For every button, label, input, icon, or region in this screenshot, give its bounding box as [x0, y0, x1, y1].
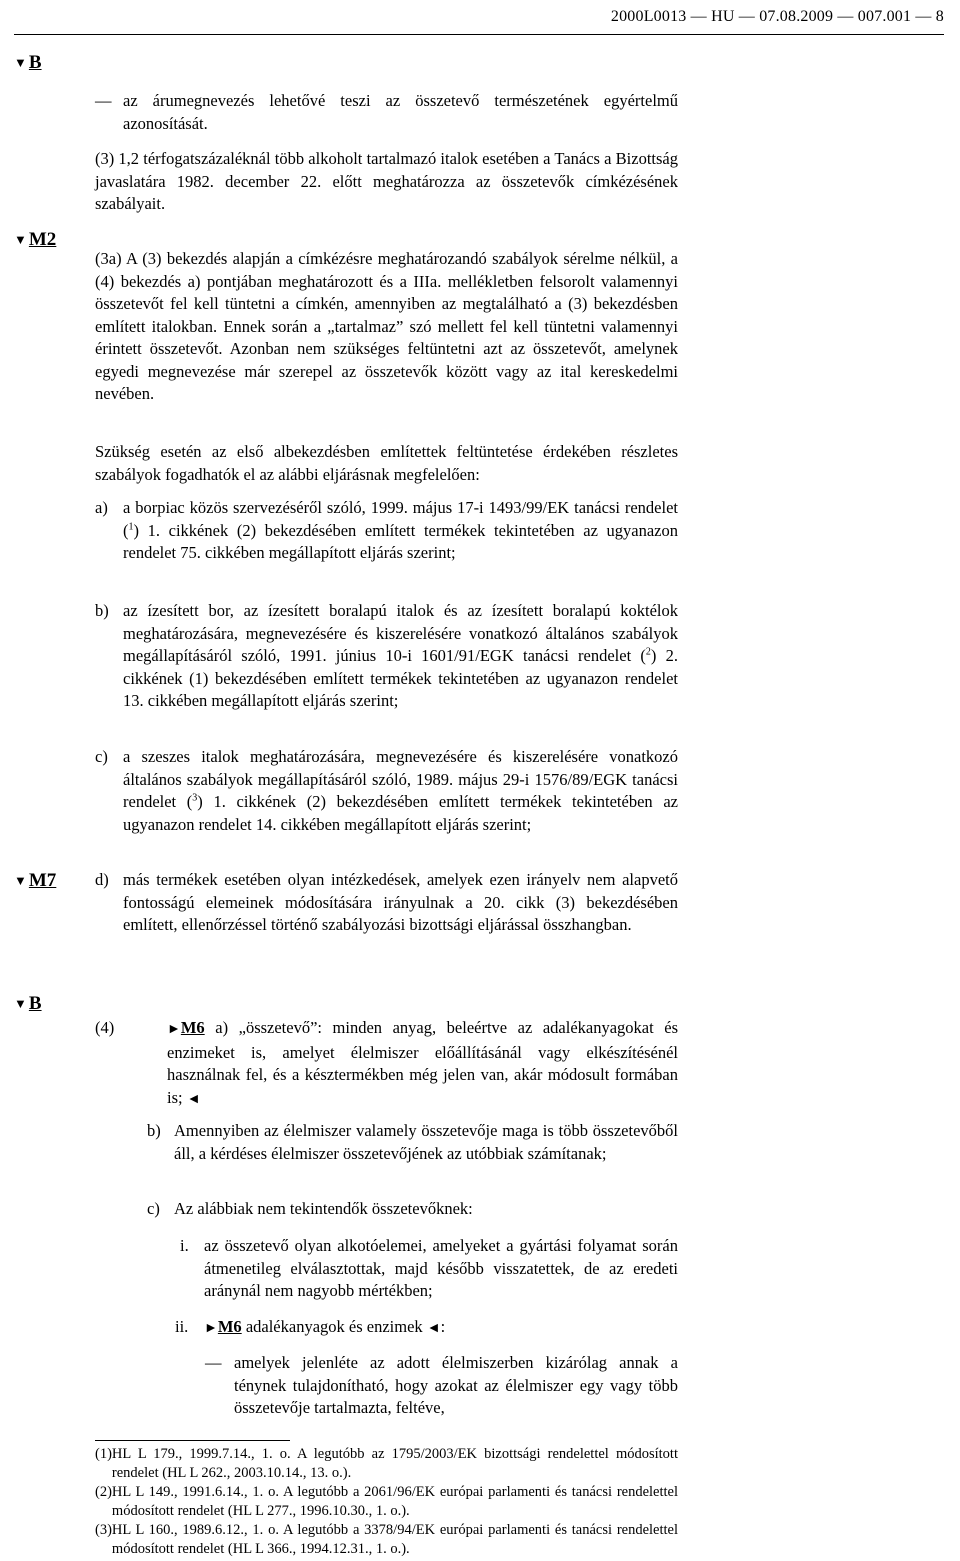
list-label: b) [95, 601, 109, 620]
footnote-label: (3) [95, 1522, 112, 1538]
margin-marker-m2[interactable] [14, 229, 56, 251]
paragraph-szukseg: Szükség esetén az első albekezdésben említettek feltüntetése érdekében részletes szabályok fogadhatók el az alábbi eljárásnak megfelelően: [95, 442, 678, 484]
footnote-1 [95, 1445, 678, 1483]
dash-item [95, 90, 678, 135]
paragraph-3: (3) 1,2 térfogatszázaléknál több alkoholt tartalmazó italok esetében a Tanács a Bizottság javaslatára 1982. december 22. előtt meghatározza az összetevők címkézésének szabályait. [95, 149, 678, 213]
down-triangle-icon: ▼ [14, 996, 27, 1011]
dash-item-ii [205, 1352, 678, 1420]
list-label: c) [95, 747, 108, 766]
list-label: a) [95, 498, 108, 517]
paragraph-4 [95, 1017, 678, 1111]
paragraph-3a: (3a) A (3) bekezdés alapján a címkézésre meghatározandó szabályok sérelme nélkül, a (4) bekezdés a) pontjában meghatározott és a IIIa. mellékletben felsorolt valamennyi összetevőt fel kell tüntetni a címkén, amennyiben az megtalálható a (3) bekezdésben említett italokban. Ennek során a „tartalmaz” szó mellett fel kell tüntetni valamennyi érintett összetevőt. Azonban nem szükséges feltüntetni azt az összetevőt, amelynek egyedi megnevezése már szerepel az összetevők között vagy az ital kereskedelmi nevében. [95, 249, 678, 403]
footnote-3 [95, 1521, 678, 1559]
marker-code: M7 [28, 870, 57, 891]
paragraph-4c [147, 1198, 678, 1221]
footnote-ref[interactable]: 1 [128, 521, 134, 532]
footnote-text: HL L 160., 1989.6.12., 1. o. A legutóbb a 3378/94/EK európai parlamenti és tanácsi rendelettel módosított rendelet (HL L 366., 1994.12.31., 1. o.). [111, 1522, 678, 1557]
paragraph-text: az összetevő olyan alkotóelemei, amelyeket a gyártási folyamat során átmenetileg elválasztottak, majd később visszatettek, de az eredeti aránynál nem nagyobb mértékben; [204, 1236, 678, 1300]
left-arrow-icon: ◄ [186, 1091, 201, 1107]
right-arrow-icon: ► [167, 1022, 181, 1037]
list-item-text: a borpiac közös szervezéséről szóló, 1999. május 17-i 1493/99/EK tanácsi rendelet ($^1$) 1. cikkének (2) bekezdésében említett termékek tekintetében az ugyanazon rendelet 75. cikkében megállapított eljárás szerint; [123, 498, 678, 562]
paragraph-label: b) [147, 1121, 161, 1140]
paragraph-4a-text: ►M6 a) „összetevő”: minden anyag, beleértve az adalékanyagokat és enzimeket is, amelyet élelmiszer előállításánál vagy elkészítésénél használnak fel, és a késztermékben még jelen van, akár módosult formában is; ◄ [167, 1018, 679, 1107]
list-label: d) [95, 870, 109, 889]
marker-code: M2 [28, 229, 57, 250]
down-triangle-icon: ▼ [14, 873, 27, 888]
paragraph-4c-ii [175, 1316, 678, 1341]
footnote-ref[interactable]: 2 [645, 646, 651, 658]
margin-marker-b-2[interactable] [14, 993, 42, 1015]
footnote-text: HL L 179., 1999.7.14., 1. o. A legutóbb az 1795/2003/EK bizottsági rendelettel módosított rendelet (HL L 262., 2003.10.14., 13. o.). [111, 1446, 678, 1481]
paragraph-text: Az alábbiak nem tekintendők összetevőknek: [174, 1199, 473, 1218]
amendment-link-m6[interactable]: M6 [180, 1018, 205, 1037]
right-arrow-icon: ► [204, 1321, 218, 1336]
list-item-d [95, 869, 678, 937]
footnote-label: (2) [95, 1484, 112, 1500]
header-rule [14, 34, 944, 35]
list-item-text: a szeszes italok meghatározására, megnevezésére és kiszerelésére vonatkozó általános szabályok megállapításáról szóló, 1989. május 29-i 1576/89/EGK tanácsi rendelet ($^3$) 1. cikkének (2) bekezdésében említett termékek tekintetében az ugyanazon rendelet 14. cikkében megállapított eljárás szerint; [123, 747, 678, 834]
paragraph-label: ii. [175, 1317, 189, 1336]
down-triangle-icon: ▼ [14, 55, 27, 70]
marker-code: B [28, 52, 42, 73]
margin-marker-m7[interactable] [14, 870, 56, 892]
footnote-text: HL L 149., 1991.6.14., 1. o. A legutóbb a 2061/96/EK európai parlamenti és tanácsi rendelettel módosított rendelet (HL L 277., 1996.10.30., 1. o.). [111, 1484, 678, 1519]
paragraph-4c-i [180, 1235, 678, 1303]
list-item-c [95, 746, 678, 836]
footnote-rule [95, 1440, 290, 1441]
dash-mark: — [205, 1353, 222, 1372]
footnote-2 [95, 1483, 678, 1521]
list-item-text: az ízesített bor, az ízesített boralapú italok és az ízesített boralapú koktélok meghatározására, megnevezésére és kiszerelésére vonatkozó általános szabályok megállapításáról szóló, 1991. június 10-i 1601/91/EGK tanácsi rendelet ($^2$) 2. cikkének (1) bekezdésében említett termékek tekintetében az ugyanazon rendelet 13. cikkében megállapított eljárás szerint; [123, 601, 678, 710]
down-triangle-icon: ▼ [14, 232, 27, 247]
dash-item-text: amelyek jelenléte az adott élelmiszerben kizárólag annak a ténynek tulajdonítható, hogy azokat az élelmiszer egy vagy több összetevője tartalmazta, feltéve, [234, 1353, 678, 1417]
footnote-ref[interactable]: 3 [192, 792, 198, 804]
list-item-a [95, 497, 678, 565]
amendment-link-m6[interactable]: M6 [217, 1317, 242, 1336]
paragraph-label: i. [180, 1236, 189, 1255]
margin-marker-b[interactable] [14, 52, 42, 74]
list-item-text: más termékek esetében olyan intézkedések, amelyek ezen irányelv nem alapvető fontosságú elemeinek módosítására irányulnak a 20. cikk (3) bekezdésében említett, ellenőrzéssel történő szabályozási bizottsági eljárással összhangban. [123, 870, 678, 934]
dash-item-text: az árumegnevezés lehetővé teszi az összetevő természetének egyértelmű azonosítását. [123, 91, 678, 133]
paragraph-text: ►M6 adalékanyagok és enzimek ◄: [204, 1317, 446, 1336]
footnote-label: (1) [95, 1446, 112, 1462]
paragraph-4b [147, 1120, 678, 1165]
paragraph-label: (4) [95, 1018, 115, 1037]
page-header: 2000L0013 — HU — 07.08.2009 — 007.001 — 8 [610, 8, 944, 25]
marker-code: B [28, 993, 42, 1014]
paragraph-text: Amennyiben az élelmiszer valamely összetevője maga is több összetevőből áll, a kérdéses élelmiszer összetevőjének az utóbbiak számítanak; [174, 1121, 678, 1163]
dash-mark: — [95, 91, 112, 110]
list-item-b [95, 600, 678, 713]
paragraph-label: c) [147, 1199, 160, 1218]
left-arrow-icon: ◄ [426, 1321, 441, 1336]
